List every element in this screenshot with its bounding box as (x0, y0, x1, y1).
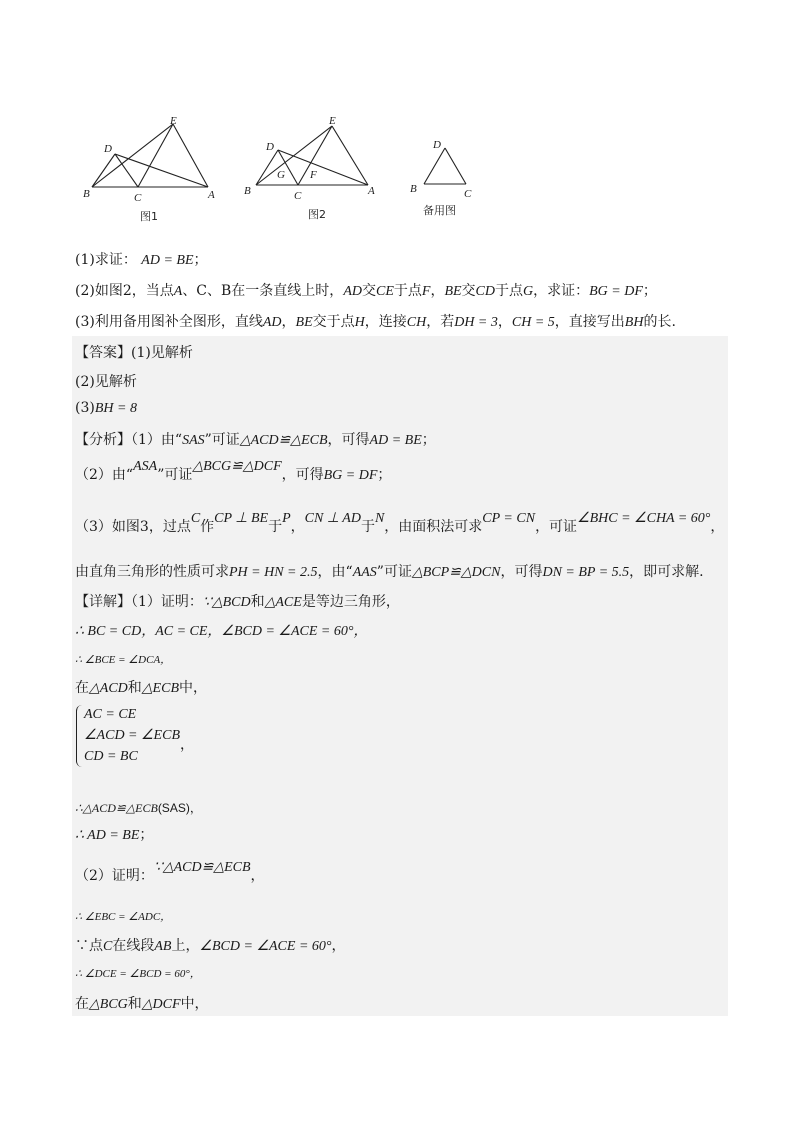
answer-line-3: (3)BH = 8 (75, 400, 137, 416)
fig1-label-e: E (170, 115, 177, 127)
question-2: (2)如图2，当点A、C、B在一条直线上时，AD交CE于点F，BE交CD于点G，求证：BG = DF； (75, 283, 657, 299)
fig2-label-b: B (244, 185, 251, 197)
detail-line-3: ∴ ∠BCE = ∠DCA， (75, 654, 172, 666)
question-1: (1)求证： AD = BE； (75, 252, 208, 268)
analysis-line-3: （3）如图3，过点C作CP ⊥ BE于P，CN ⊥ AD于N，由面积法可求CP = CN，可证∠BHC = ∠CHA = 60°， (75, 511, 725, 535)
fig3-label-b: B (410, 183, 417, 195)
analysis-line-4: 由直角三角形的性质可求PH = HN = 2.5，由“AAS”可证△BCP≌△DCN，可得DN = BP = 5.5，即可求解. (75, 564, 704, 580)
figure-2 (240, 112, 390, 227)
detail-line-10: ∴ ∠DCE = ∠BCD = 60°， (75, 968, 201, 980)
system-eq-2: ∠ACD = ∠ECB， (84, 728, 194, 753)
fig1-label-c: C (134, 192, 142, 204)
fig2-label-a: A (368, 185, 375, 197)
system-eq-3: CD = BC (84, 749, 138, 764)
fig1-label-d: D (104, 143, 112, 155)
detail-line-8: ∴ ∠EBC = ∠ADC， (75, 911, 172, 923)
detail-line-2: ∴ BC = CD，AC = CE，∠BCD = ∠ACE = 60°， (75, 624, 368, 639)
detail-line-7: （2）证明：∵△ACD≌△ECB， (75, 860, 265, 884)
detail-line-6: ∴ AD = BE； (75, 827, 154, 843)
analysis-line-1: 【分析】（1）由“SAS”可证△ACD≌△ECB，可得AD = BE； (75, 432, 436, 448)
system-eq-1: AC = CE (84, 707, 137, 722)
detail-line-9: ∵点C在线段AB上，∠BCD = ∠ACE = 60°， (75, 938, 346, 954)
analysis-line-2: （2）由“ASA”可证△BCG≌△DCF，可得BG = DF； (75, 459, 392, 483)
fig1-caption: 图1 (140, 210, 158, 223)
answer-line-2: (2)见解析 (75, 374, 137, 390)
fig2-label-g: G (277, 169, 285, 181)
question-3: (3)利用备用图补全图形，直线AD，BE交于点H，连接CH，若DH = 3，CH = 5，直接写出BH的长. (75, 314, 676, 330)
detail-line-4: 在△ACD和△ECB中， (75, 680, 207, 696)
figure-3 (405, 130, 485, 225)
fig2-label-e: E (329, 115, 336, 127)
fig2-caption: 图2 (308, 208, 326, 221)
fig2-label-d: D (266, 141, 274, 153)
fig2-label-c: C (294, 190, 302, 202)
detail-line-11: 在△BCG和△DCF中， (75, 996, 209, 1012)
detail-line-5: ∴△ACD≌△ECB(SAS)， (75, 801, 202, 815)
detail-line-1: 【详解】（1）证明：∵△BCD和△ACE是等边三角形， (75, 594, 400, 610)
answer-line-1: 【答案】(1)见解析 (75, 345, 193, 361)
fig1-label-b: B (83, 188, 90, 200)
fig1-label-a: A (208, 189, 215, 201)
fig3-label-c: C (464, 188, 472, 200)
figure-1 (80, 112, 230, 227)
fig2-label-f: F (310, 169, 317, 181)
fig3-label-d: D (433, 139, 441, 151)
fig3-caption: 备用图 (423, 204, 456, 217)
